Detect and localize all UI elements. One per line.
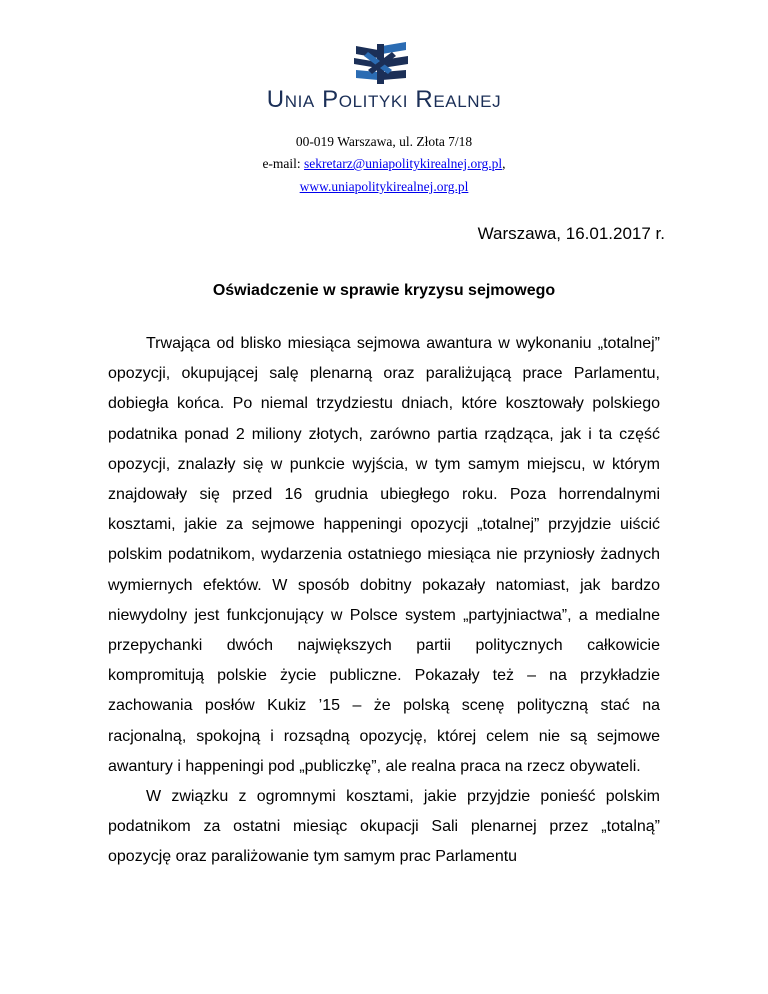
paragraph: W związku z ogromnymi kosztami, jakie przyjdzie ponieść polskim podatnikom za ostatni miesiąc okupacji Sali plenarnej przez „totalną” opozycję oraz paraliżowanie tym samym prac Parlamentu — [108, 788, 660, 866]
document-title: Oświadczenie w sprawie kryzysu sejmowego — [212, 282, 556, 299]
organization-name: Unia Polityki Realnej — [266, 86, 502, 113]
email-label: e-mail: — [262, 156, 305, 171]
postal-address: 00-019 Warszawa, ul. Złota 7/18 — [295, 134, 473, 149]
date-line: Warszawa, 16.01.2017 r. — [477, 224, 665, 243]
email-line — [0, 156, 768, 172]
website-line — [0, 179, 768, 195]
party-logo — [348, 40, 414, 86]
email-link[interactable]: sekretarz@uniapolitykirealnej.org.pl — [304, 156, 503, 171]
document-body — [108, 329, 660, 873]
email-suffix: , — [502, 156, 506, 171]
paragraph: Trwająca od blisko miesiąca sejmowa awantura w wykonaniu „totalnej” opozycji, okupującej salę plenarną oraz paraliżującą prace Parlamentu, dobiegła końca. Po niemal trzydziestu dniach, które kosztowały polskiego podatnika ponad 2 miliony złotych, zarówno partia rządząca, jak i ta część opozycji, znalazły się w punkcie wyjścia, w tym samym miejscu, w którym znajdowały się przed 16 grudnia ubiegłego roku. Poza horrendalnymi kosztami, jakie za sejmowe happeningi opozycji „totalnej” przyjdzie uiścić polskim podatnikom, wydarzenia ostatniego miesiąca nie przyniosły żadnych wymiernych efektów. W sposób dobitny pokazały natomiast, jak bardzo niewydolny jest funkcjonujący w Polsce system „partyjniactwa”, a medialne przepychanki dwóch największych partii politycznych całkowicie kompromitują polskie życie publiczne. Pokazały też – na przykładzie zachowania posłów Kukiz ’15 – że polską scenę polityczną stać na racjonalną, spokojną i rozsądną opozycję, której celem nie są sejmowe awantury i happeningi pod „publiczkę”, ale realna praca na rzecz obywateli. — [108, 335, 660, 775]
website-link[interactable]: www.uniapolitykirealnej.org.pl — [299, 179, 469, 194]
